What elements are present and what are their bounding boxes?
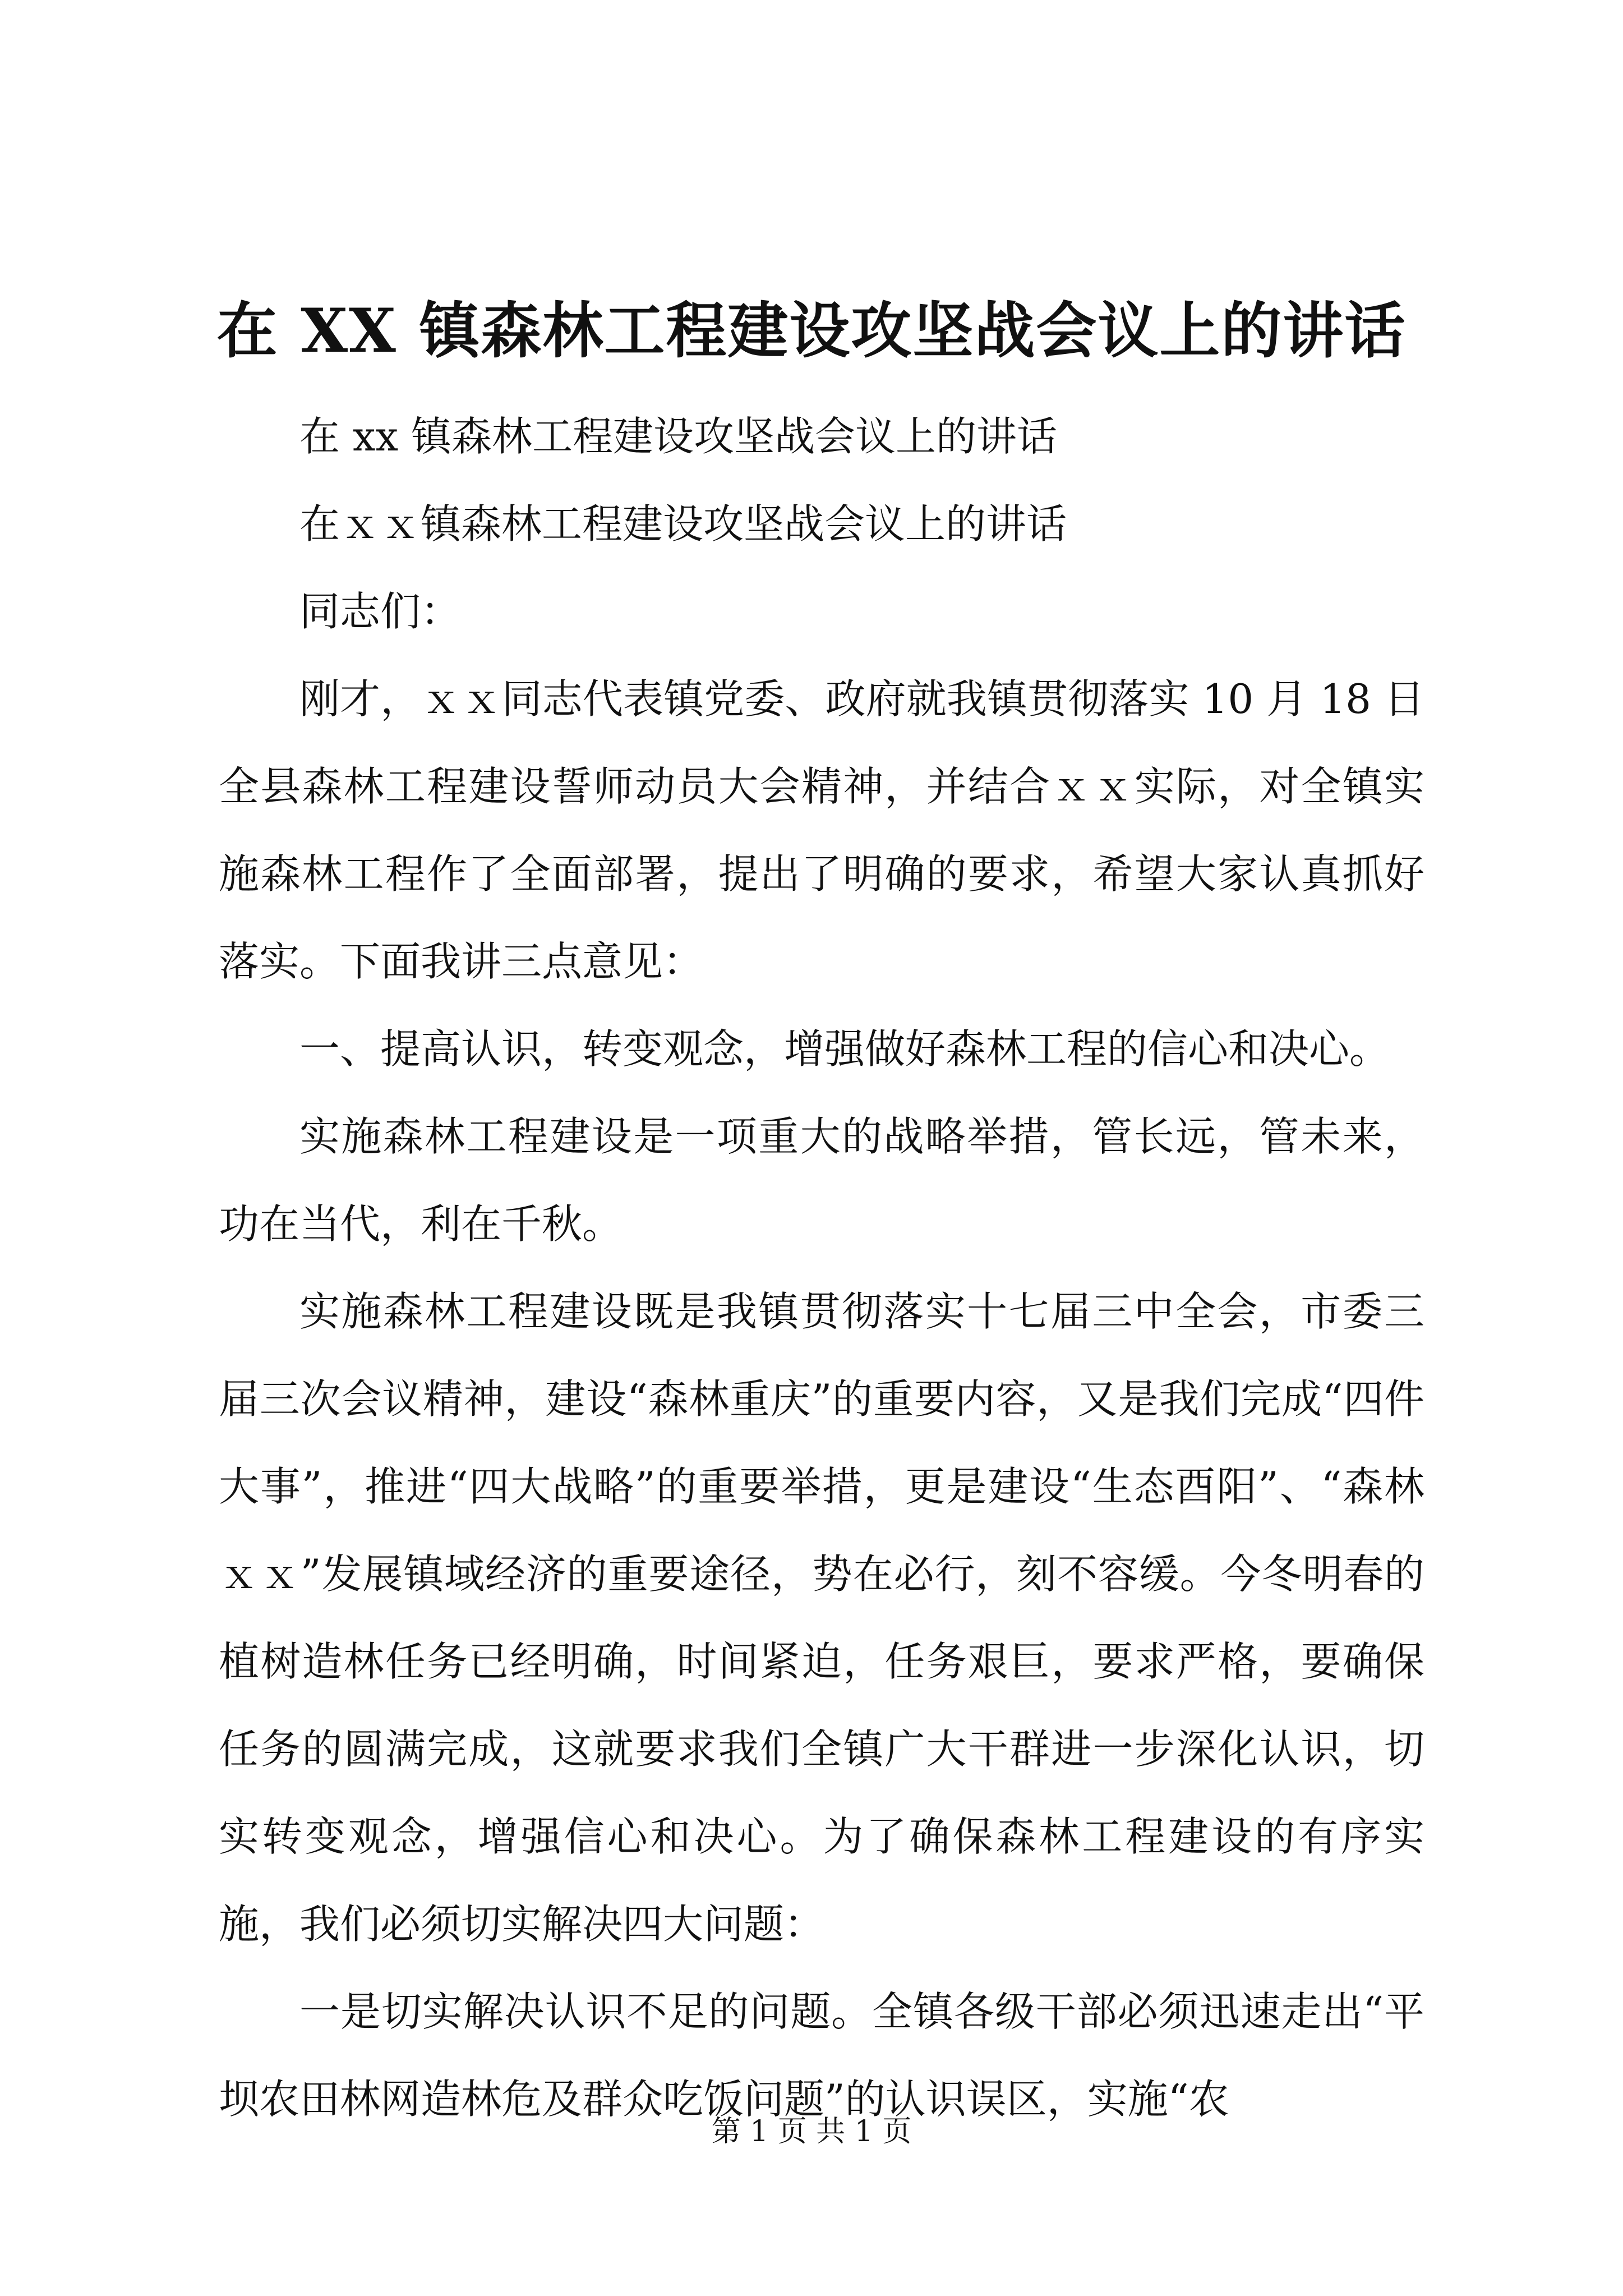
paragraph-body-2: 实施森林工程建设既是我镇贯彻落实十七届三中全会，市委三届三次会议精神，建设“森林重庆”的重要内容，又是我们完成“四件大事”，推进“四大战略”的重要举措，更是建设“生态酉阳”、“森林ｘｘ”发展镇域经济的重要途径，势在必行，刻不容缓。今冬明春的植树造林任务已经明确，时间紧迫，任务艰巨，要求严格，要确保任务的圆满完成，这就要求我们全镇广大干群进一步深化认识，切实转变观念，增强信心和决心。为了确保森林工程建设的有序实施，我们必须切实解决四大问题： — [219, 1288, 1424, 1948]
paragraph-salutation: 同志们： — [299, 588, 462, 635]
paragraph-body-3: 一是切实解决认识不足的问题。全镇各级干部必须迅速走出“平坝农田林网造林危及群众吃饭问题”的认识误区，实施“农 — [219, 1988, 1424, 2123]
document-body — [219, 393, 1424, 2143]
paragraph-subtitle-2: 在ｘｘ镇森林工程建设攻坚战会议上的讲话 — [299, 500, 1067, 547]
paragraph-heading-1: 一、提高认识，转变观念，增强做好森林工程的信心和决心。 — [299, 1025, 1390, 1073]
paragraph-intro: 刚才，ｘｘ同志代表镇党委、政府就我镇贯彻落实 10 月 18 日全县森林工程建设誓师动员大会精神，并结合ｘｘ实际，对全镇实施森林工程作了全面部署，提出了明确的要求，希望大家认真抓好落实。下面我讲三点意见： — [219, 675, 1424, 985]
page-footer: 第 1 页 共 1 页 — [711, 2115, 912, 2148]
paragraph-body-1: 实施森林工程建设是一项重大的战略举措，管长远，管未来，功在当代，利在千秋。 — [219, 1113, 1424, 1248]
document-title: 在 XX 镇森林工程建设攻坚战会议上的讲话 — [216, 296, 1407, 366]
paragraph-subtitle-1: 在 xx 镇森林工程建设攻坚战会议上的讲话 — [299, 413, 1057, 460]
